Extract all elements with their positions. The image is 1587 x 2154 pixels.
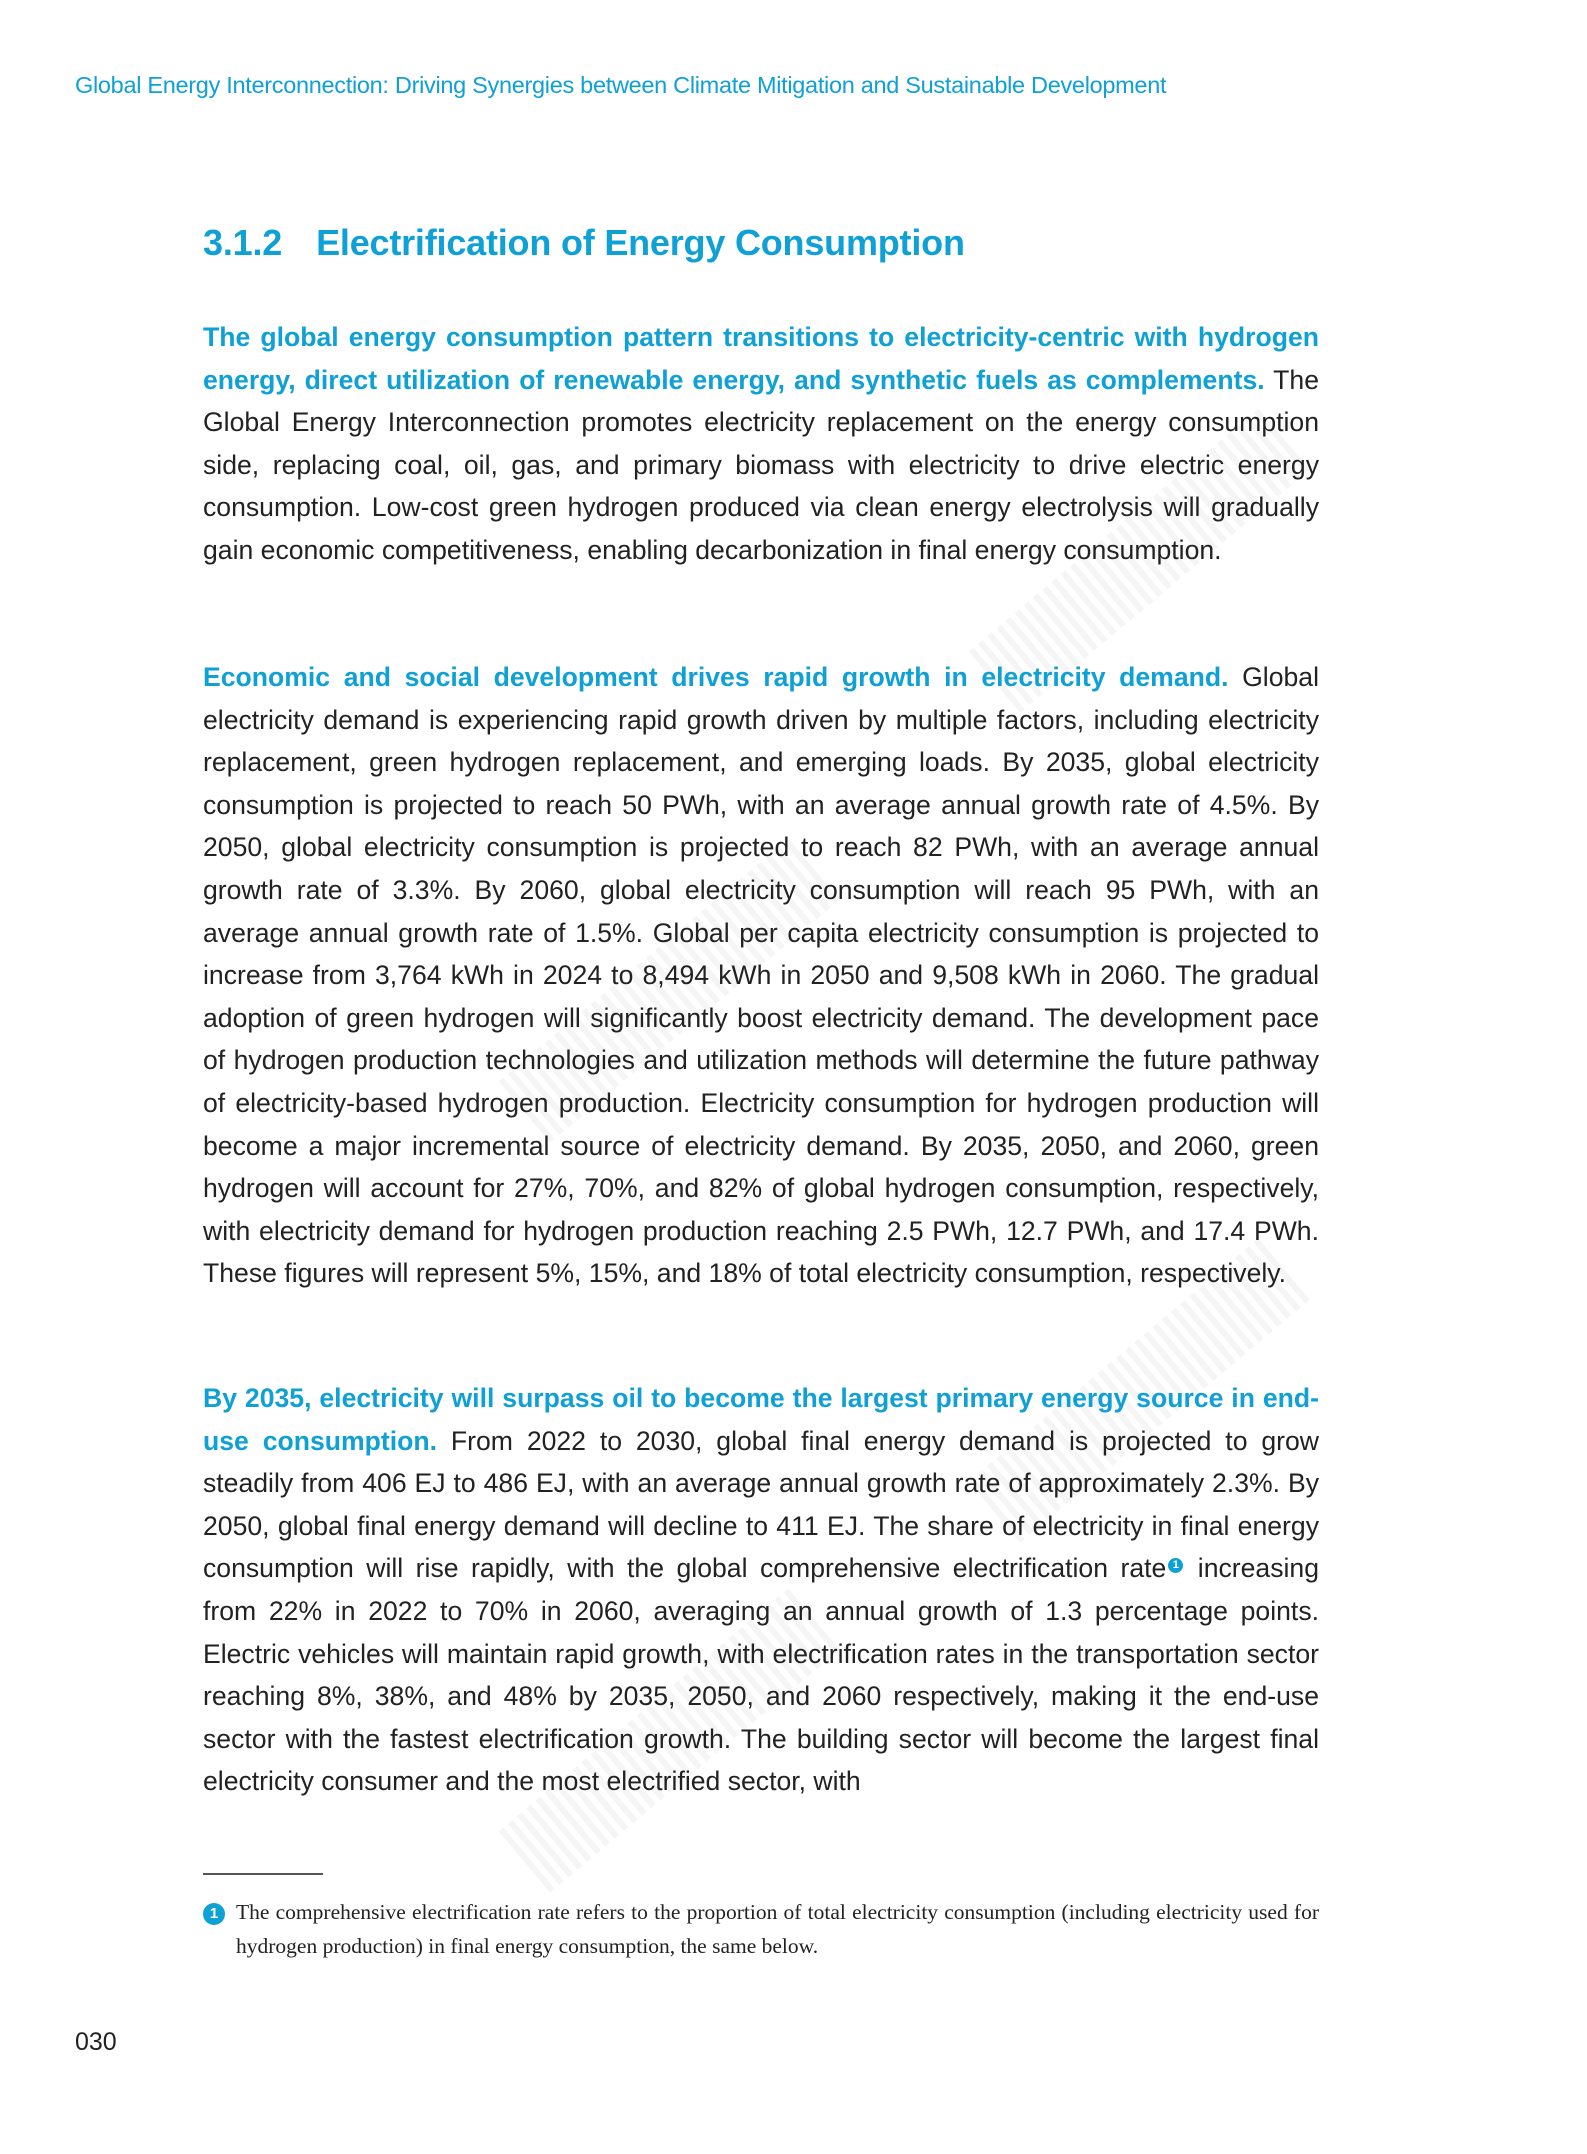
paragraph bbox=[203, 656, 1319, 1295]
paragraph-body: Global electricity demand is experiencing rapid growth driven by multiple factors, including electricity replacement, green hydrogen replacement, and emerging loads. By 2035, global electricity consumption is projected to reach 50 PWh, with an average annual growth rate of 4.5%. By 2050, global electricity consumption is projected to reach 82 PWh, with an average annual growth rate of 3.3%. By 2060, global electricity consumption will reach 95 PWh, with an average annual growth rate of 1.5%. Global per capita electricity consumption is projected to increase from 3,764 kWh in 2024 to 8,494 kWh in 2050 and 9,508 kWh in 2060. The gradual adoption of green hydrogen will significantly boost electricity demand. The development pace of hydrogen production technologies and utilization methods will determine the future pathway of electricity-based hydrogen production. Electricity consumption for hydrogen production will become a major incremental source of electricity demand. By 2035, 2050, and 2060, green hydrogen will account for 27%, 70%, and 82% of global hydrogen consumption, respectively, with electricity demand for hydrogen production reaching 2.5 PWh, 12.7 PWh, and 17.4 PWh. These figures will represent 5%, 15%, and 18% of total electricity consumption, respectively. bbox=[203, 662, 1319, 1289]
page-number: 030 bbox=[75, 2028, 117, 2056]
paragraph bbox=[203, 316, 1319, 572]
paragraph-body: increasing from 22% in 2022 to 70% in 2060, averaging an annual growth of 1.3 percentage points. Electric vehicles will maintain rapid growth, with electrification rates in the transportation sector reaching 8%, 38%, and 48% by 2035, 2050, and 2060 respectively, making it the end-use sector with the fastest electrification growth. The building sector will become the largest final electricity consumer and the most electrified sector, with bbox=[203, 1553, 1319, 1797]
paragraph-body: From 2022 to 2030, global final energy demand is projected to grow steadily from 406 EJ to 486 EJ, with an average annual growth rate of approximately 2.3%. By 2050, global final energy demand will decline to 411 EJ. The share of electricity in final energy consumption will rise rapidly, with the global comprehensive electrification rate bbox=[203, 1425, 1320, 1584]
footnote-divider bbox=[203, 1873, 323, 1875]
paragraph bbox=[203, 1377, 1319, 1803]
section-number: 3.1.2 bbox=[203, 222, 283, 263]
footnote-text: The comprehensive electrification rate refers to the proportion of total electricity consumption (including electricity used for hydrogen production) in final energy consumption, the same below. bbox=[236, 1900, 1319, 1958]
paragraph-body: The Global Energy Interconnection promotes electricity replacement on the energy consumption side, replacing coal, oil, gas, and primary biomass with electricity to drive electric energy consumption. Low-cost green hydrogen produced via clean energy electrolysis will gradually gain economic competitiveness, enabling decarbonization in final energy consumption. bbox=[203, 364, 1320, 565]
running-head: Global Energy Interconnection: Driving Synergies between Climate Mitigation and Sustainable Development bbox=[75, 72, 1167, 98]
paragraph-lead: Economic and social development drives rapid growth in electricity demand. bbox=[203, 662, 1229, 692]
footnote-reference[interactable]: 1 bbox=[1168, 1558, 1183, 1573]
footnote-marker: 1 bbox=[203, 1903, 225, 1925]
paragraph-lead: By 2035, electricity will surpass oil to become the largest primary energy source in end-use consumption. bbox=[203, 1383, 1319, 1456]
section-title-text: Electrification of Energy Consumption bbox=[316, 222, 965, 263]
paragraph-lead: The global energy consumption pattern transitions to electricity-centric with hydrogen energy, direct utilization of renewable energy, and synthetic fuels as complements. bbox=[203, 322, 1319, 395]
section-title bbox=[203, 222, 965, 264]
footnote bbox=[203, 1895, 1319, 1963]
